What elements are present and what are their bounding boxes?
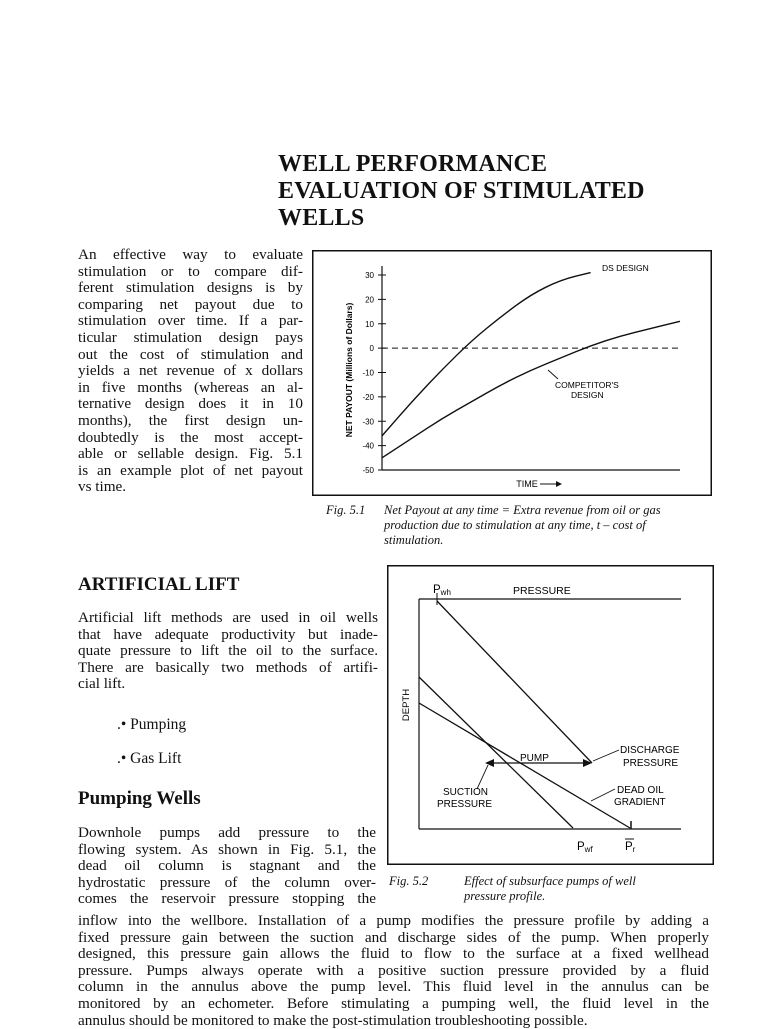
- pumping-wells-heading: Pumping Wells: [78, 788, 201, 809]
- dead-oil-label-2: GRADIENT: [614, 797, 666, 808]
- text-line: cial lift.: [78, 675, 126, 693]
- discharge-label-1: DISCHARGE: [620, 745, 680, 756]
- text-line: vs time.: [78, 478, 127, 496]
- caption-number: Fig. 5.1: [326, 503, 366, 517]
- competitor-leader: [548, 370, 558, 379]
- x-axis-label: TIME: [516, 479, 538, 489]
- text-line: monitored by an echometer. Before stimulating a pumping well, the fluid level in the: [78, 994, 709, 1012]
- text-line: comparing net payout due to: [78, 295, 303, 313]
- title-line: WELL PERFORMANCE: [278, 151, 548, 177]
- caption-line: Net Payout at any time = Extra revenue from oil or gas: [384, 503, 661, 517]
- text-line: designed, this pressure gain allows the fluid to flow to the surface at a fixed wellhead: [78, 945, 709, 963]
- caption-line: Effect of subsurface pumps of well: [464, 874, 636, 888]
- text-line: There are basically two methods of artifi-: [78, 658, 378, 676]
- text-line: out the cost of stimulation and: [78, 345, 303, 363]
- pumping-wells-paragraph: [78, 825, 376, 908]
- text-line: ticular stimulation design pays: [78, 328, 303, 346]
- pr-label: Pr: [625, 841, 636, 854]
- text-line: quate pressure to lift the oil to the surface.: [78, 642, 378, 660]
- discharge-leader: [593, 750, 619, 761]
- y-tick-label: -30: [362, 417, 374, 427]
- suction-leader: [477, 765, 488, 789]
- pump-arrow-left-head: [485, 759, 494, 767]
- pump-label: PUMP: [520, 753, 549, 764]
- pwh-label: Pwh: [433, 584, 451, 597]
- net-payout-chart: [312, 250, 712, 496]
- depth-label: DEPTH: [401, 688, 412, 722]
- text-line: stimulation over time. If a par-: [78, 312, 303, 330]
- dead-oil-leader: [591, 789, 615, 801]
- intro-paragraph: [78, 247, 303, 496]
- y-tick-label: 20: [365, 295, 374, 305]
- text-line: Downhole pumps add pressure to the: [78, 824, 376, 841]
- text-line: comes the reservoir pressure stopping the: [78, 890, 376, 908]
- y-tick-label: -40: [362, 441, 374, 451]
- text-line: doubtedly is the most accept-: [78, 428, 303, 446]
- page-title: [278, 151, 718, 232]
- text-line: ferent stimulation designs is by: [78, 279, 303, 297]
- discharge-gradient-line: [437, 601, 592, 763]
- caption-line: production due to stimulation at any time, t – cost of: [384, 518, 646, 532]
- text-line: pressure. Pumps always operate with a positive suction pressure provided by a fluid: [78, 961, 709, 979]
- y-tick-label: 10: [365, 319, 374, 329]
- text-line: hydrostatic pressure of the column over-: [78, 873, 376, 891]
- pumping-wells-paragraph-continued: [78, 913, 709, 1029]
- text-line: Artificial lift methods are used in oil wells: [78, 609, 378, 626]
- caption-line: stimulation.: [384, 533, 444, 547]
- ds-design-label: DS DESIGN: [602, 263, 649, 273]
- y-tick-label: -50: [362, 466, 374, 475]
- artificial-lift-heading: ARTIFICIAL LIFT: [78, 574, 240, 595]
- text-line: annulus should be monitored to make the post-stimulation troubleshooting possible.: [78, 1011, 588, 1029]
- pwf-label: Pwf: [577, 841, 593, 854]
- bullet-pumping: .• Pumping: [117, 716, 187, 733]
- ds-design-series: [382, 273, 591, 436]
- text-line: fixed pressure gain between the suction and discharge sides of the pump. When properly: [78, 928, 709, 946]
- text-line: An effective way to evaluate: [78, 246, 303, 263]
- y-tick-label: -10: [362, 368, 374, 378]
- competitor-label-1: COMPETITOR'S: [555, 380, 619, 390]
- text-line: that have adequate productivity but inade-: [78, 625, 378, 643]
- text-line: stimulation or to compare dif-: [78, 262, 303, 280]
- y-tick-label: 0: [369, 344, 374, 354]
- caption-line: pressure profile.: [464, 889, 546, 903]
- text-line: flowing system. As shown in Fig. 5.1, the: [78, 840, 376, 858]
- text-line: months), the first design un-: [78, 411, 303, 429]
- suction-label-2: PRESSURE: [437, 799, 493, 810]
- y-axis-label: NET PAYOUT (Millions of Dollars): [344, 302, 354, 438]
- competitor-label-2: DESIGN: [571, 390, 604, 400]
- caption-number: Fig. 5.2: [389, 874, 429, 888]
- diagram-frame: [388, 566, 714, 865]
- text-line: is an example plot of net payout: [78, 461, 303, 479]
- text-line: able or sellable design. Fig. 5.1: [78, 445, 303, 463]
- text-line: yields a net revenue of x dollars: [78, 362, 303, 380]
- text-line: column in the annulus above the pump level. This fluid level in the annulus can be: [78, 978, 709, 996]
- text-line: inflow into the wellbore. Installation of a pump modifies the pressure profile by adding a: [78, 912, 709, 929]
- text-line: in five months (whereas an al-: [78, 378, 303, 396]
- bullet-gas-lift: .• Gas Lift: [117, 750, 182, 767]
- suction-label-1: SUCTION: [443, 787, 488, 798]
- competitor-design-series: [382, 321, 680, 458]
- pump-arrow-right-head: [583, 759, 592, 767]
- pump-pressure-profile-diagram: [387, 565, 714, 865]
- title-line: EVALUATION OF STIMULATED: [278, 178, 645, 204]
- dead-oil-label-1: DEAD OIL: [617, 785, 664, 796]
- text-line: ternative design does it in 10: [78, 395, 303, 413]
- discharge-label-2: PRESSURE: [623, 758, 679, 769]
- y-tick-label: 30: [365, 271, 374, 280]
- text-line: dead oil column is stagnant and the: [78, 857, 376, 875]
- artificial-lift-paragraph: [78, 610, 378, 693]
- y-tick-label: -20: [362, 392, 374, 402]
- time-arrowhead: [556, 481, 562, 487]
- pressure-label: PRESSURE: [513, 585, 571, 597]
- title-line: WELLS: [278, 205, 365, 231]
